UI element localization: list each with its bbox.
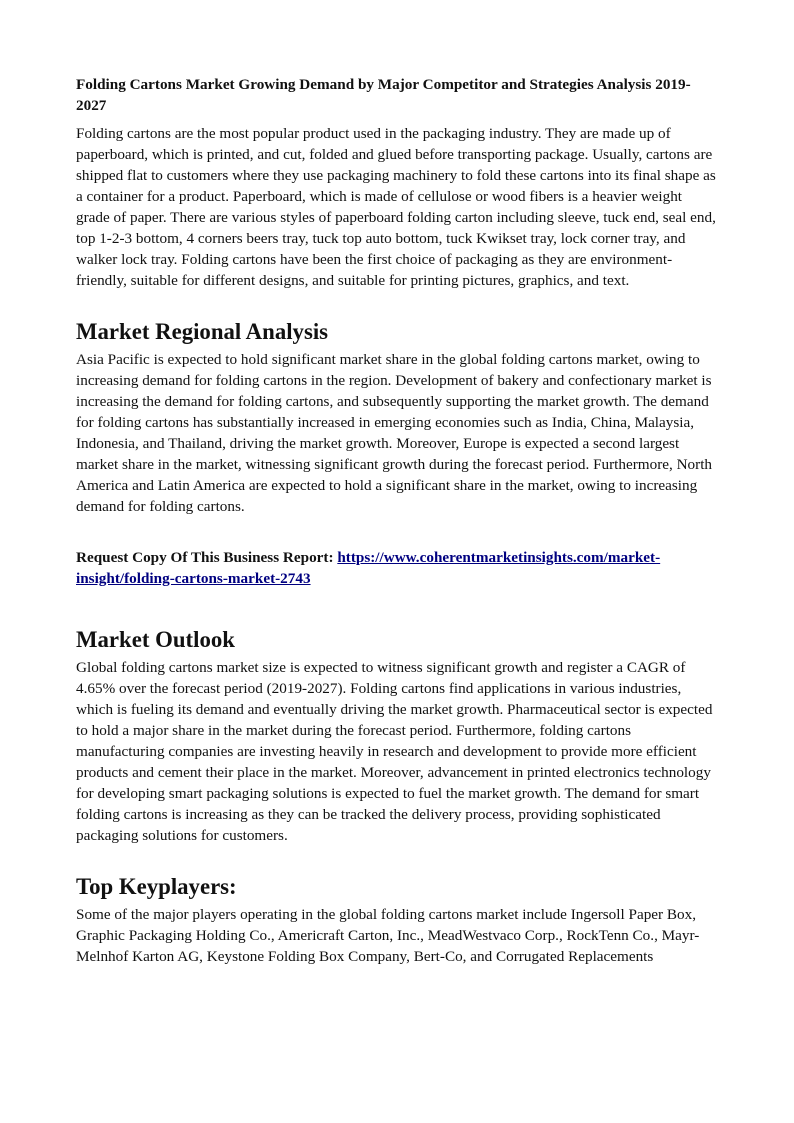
spacer — [76, 589, 718, 629]
request-copy-line — [76, 547, 718, 589]
spacer — [76, 846, 718, 876]
market-outlook-paragraph: Global folding cartons market size is expected to witness significant growth and register a CAGR of 4.65% over the forecast period (2019-2027). Folding cartons find applications in various industries, which is fueling its demand and eventually driving the market growth. Pharmaceutical sector is expected to hold a major share in the market during the forecast period. Furthermore, folding cartons manufacturing companies are investing heavily in research and development to provide more efficient products and cement their place in the market. Moreover, advancement in printed electronics technology for developing smart packaging solutions is expected to fuel the market growth. The demand for smart folding cartons is increasing as they can be tracked the delivery process, providing sophisticated packaging solutions for customers. — [76, 659, 713, 844]
market-outlook-heading: Market Outlook — [76, 627, 235, 652]
top-keyplayers-paragraph: Some of the major players operating in the global folding cartons market include Ingersoll Paper Box, Graphic Packaging Holding Co., Americraft Carton, Inc., MeadWestvaco Corp., RockTenn Co., Mayr-Melnhof Karton AG, Keystone Folding Box Company, Bert-Co, and Corrugated Replacements — [76, 906, 700, 965]
intro-paragraph: Folding cartons are the most popular product used in the packaging industry. They are made up of paperboard, which is printed, and cut, folded and glued before transporting package. Usually, cartons are shipped flat to customers where they use packaging machinery to fold these cartons into its final shape as a container for a product. Paperboard, which is made of cellulose or wood fibers is a heavier weight grade of paper. There are various styles of paperboard folding carton including sleeve, tuck end, seal end, top 1-2-3 bottom, 4 corners beers tray, tuck top auto bottom, tuck Kwikset tray, lock corner tray, and walker lock tray. Folding cartons have been the first choice of packaging as they are environment-friendly, suitable for different designs, and suitable for printing pictures, graphics, and text. — [76, 125, 716, 289]
regional-analysis-heading: Market Regional Analysis — [76, 319, 329, 344]
spacer — [76, 291, 718, 321]
regional-analysis-paragraph: Asia Pacific is expected to hold significant market share in the global folding cartons market, owing to increasing demand for folding cartons in the region. Development of bakery and confectionary market is increasing the demand for folding cartons, and subsequently supporting the market growth. The demand for folding cartons has substantially increased in emerging economies such as India, China, Malaysia, Indonesia, and Thailand, driving the market growth. Moreover, Europe is expected a second largest market share in the market, witnessing significant growth during the forecast period. Furthermore, North America and Latin America are expected to hold a significant share in the market, owing to increasing demand for folding cartons. — [76, 351, 713, 515]
top-keyplayers-heading: Top Keyplayers: — [76, 874, 237, 899]
document-title: Folding Cartons Market Growing Demand by Major Competitor and Strategies Analysis 2019-2027 — [76, 76, 691, 114]
report-link[interactable]: https://www.coherentmarketinsights.com/market-insight/folding-cartons-market-2743 — [76, 549, 661, 587]
spacer — [76, 517, 718, 547]
request-copy-label: Request Copy Of This Business Report: — [76, 549, 338, 566]
